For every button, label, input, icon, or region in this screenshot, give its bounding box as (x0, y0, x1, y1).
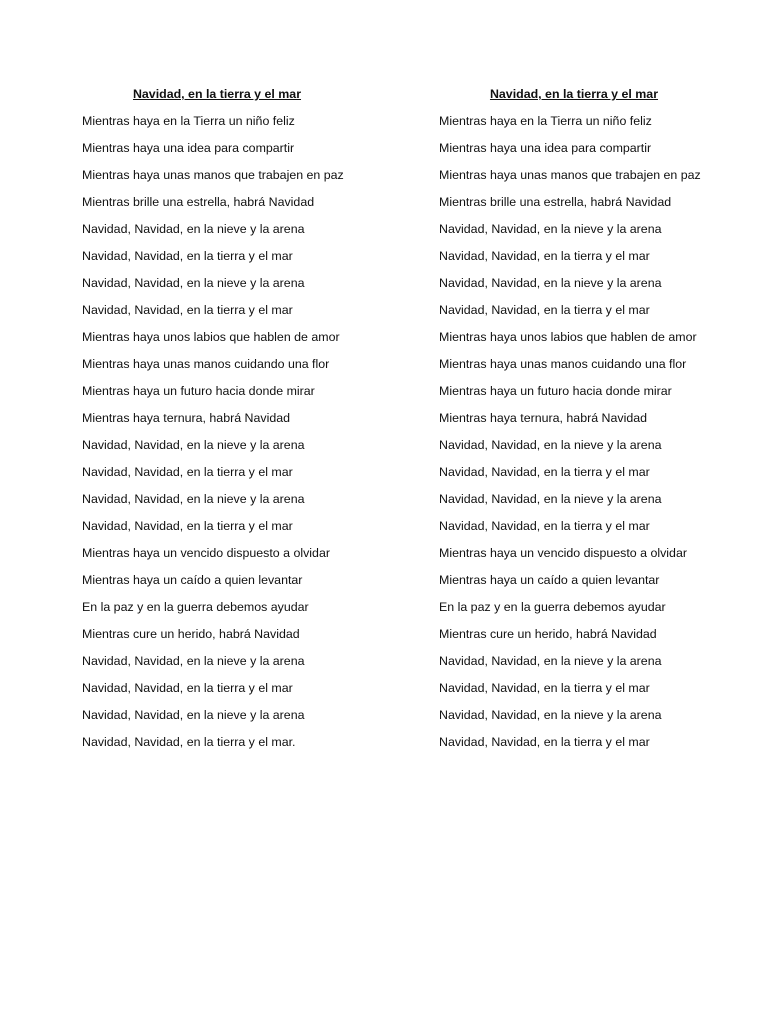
left-verse-line: Mientras haya unas manos que trabajen en paz (82, 168, 344, 182)
right-verse-line: Navidad, Navidad, en la nieve y la arena (439, 276, 662, 290)
right-verse-line: Mientras brille una estrella, habrá Navidad (439, 195, 672, 209)
left-verse-line: Navidad, Navidad, en la tierra y el mar (82, 303, 293, 317)
left-verse-line: Mientras cure un herido, habrá Navidad (82, 627, 300, 641)
left-verse-line: Navidad, Navidad, en la nieve y la arena (82, 708, 305, 722)
right-verse-line: En la paz y en la guerra debemos ayudar (439, 600, 666, 614)
left-verse-line: Navidad, Navidad, en la tierra y el mar. (82, 735, 296, 749)
left-verse-line: Navidad, Navidad, en la nieve y la arena (82, 654, 305, 668)
left-verse-line: En la paz y en la guerra debemos ayudar (82, 600, 309, 614)
right-verse-line: Navidad, Navidad, en la nieve y la arena (439, 492, 662, 506)
left-verse-line: Mientras haya un vencido dispuesto a olvidar (82, 546, 330, 560)
left-column-title: Navidad, en la tierra y el mar (132, 87, 302, 101)
left-verse-line: Navidad, Navidad, en la nieve y la arena (82, 438, 305, 452)
right-verse-line: Mientras haya un caído a quien levantar (439, 573, 660, 587)
right-verse-line: Navidad, Navidad, en la tierra y el mar (439, 303, 650, 317)
left-verse-line: Navidad, Navidad, en la tierra y el mar (82, 681, 293, 695)
right-verse-line: Navidad, Navidad, en la tierra y el mar (439, 249, 650, 263)
right-column (439, 86, 709, 761)
left-verse-line: Mientras haya ternura, habrá Navidad (82, 411, 291, 425)
right-verse-line: Mientras haya unas manos cuidando una flor (439, 357, 687, 371)
left-verse-line: Mientras haya unos labios que hablen de amor (82, 330, 340, 344)
right-verse-line: Navidad, Navidad, en la tierra y el mar (439, 465, 650, 479)
left-verse-line: Mientras haya una idea para compartir (82, 141, 295, 155)
right-verse-line: Mientras haya una idea para compartir (439, 141, 652, 155)
right-verse-line: Navidad, Navidad, en la nieve y la arena (439, 222, 662, 236)
right-verse-line: Mientras haya ternura, habrá Navidad (439, 411, 648, 425)
right-verse-line: Mientras haya un vencido dispuesto a olvidar (439, 546, 687, 560)
right-verse-line: Mientras haya en la Tierra un niño feliz (439, 114, 652, 128)
right-verse-line: Navidad, Navidad, en la tierra y el mar (439, 735, 650, 749)
left-verse-line: Navidad, Navidad, en la tierra y el mar (82, 519, 293, 533)
right-verse-line: Mientras haya unas manos que trabajen en paz (439, 168, 701, 182)
left-verse-line: Mientras haya un caído a quien levantar (82, 573, 303, 587)
right-column-title: Navidad, en la tierra y el mar (489, 87, 659, 101)
right-verse-line: Navidad, Navidad, en la tierra y el mar (439, 519, 650, 533)
right-verse-line: Mientras haya unos labios que hablen de amor (439, 330, 697, 344)
right-verse-line: Navidad, Navidad, en la nieve y la arena (439, 438, 662, 452)
right-verse-line: Navidad, Navidad, en la nieve y la arena (439, 708, 662, 722)
left-verse-line: Navidad, Navidad, en la tierra y el mar (82, 249, 293, 263)
right-verse-line: Navidad, Navidad, en la nieve y la arena (439, 654, 662, 668)
left-column (82, 86, 352, 761)
left-verse-line: Navidad, Navidad, en la nieve y la arena (82, 222, 305, 236)
left-verse-line: Navidad, Navidad, en la nieve y la arena (82, 276, 305, 290)
left-verse-line: Mientras haya unas manos cuidando una flor (82, 357, 330, 371)
right-verse-line: Navidad, Navidad, en la tierra y el mar (439, 681, 650, 695)
left-verse-line: Mientras haya en la Tierra un niño feliz (82, 114, 295, 128)
right-verse-line: Mientras cure un herido, habrá Navidad (439, 627, 657, 641)
left-verse-line: Mientras brille una estrella, habrá Navidad (82, 195, 315, 209)
right-verse-line: Mientras haya un futuro hacia donde mirar (439, 384, 672, 398)
left-verse-line: Mientras haya un futuro hacia donde mirar (82, 384, 315, 398)
left-verse-line: Navidad, Navidad, en la tierra y el mar (82, 465, 293, 479)
left-verse-line: Navidad, Navidad, en la nieve y la arena (82, 492, 305, 506)
